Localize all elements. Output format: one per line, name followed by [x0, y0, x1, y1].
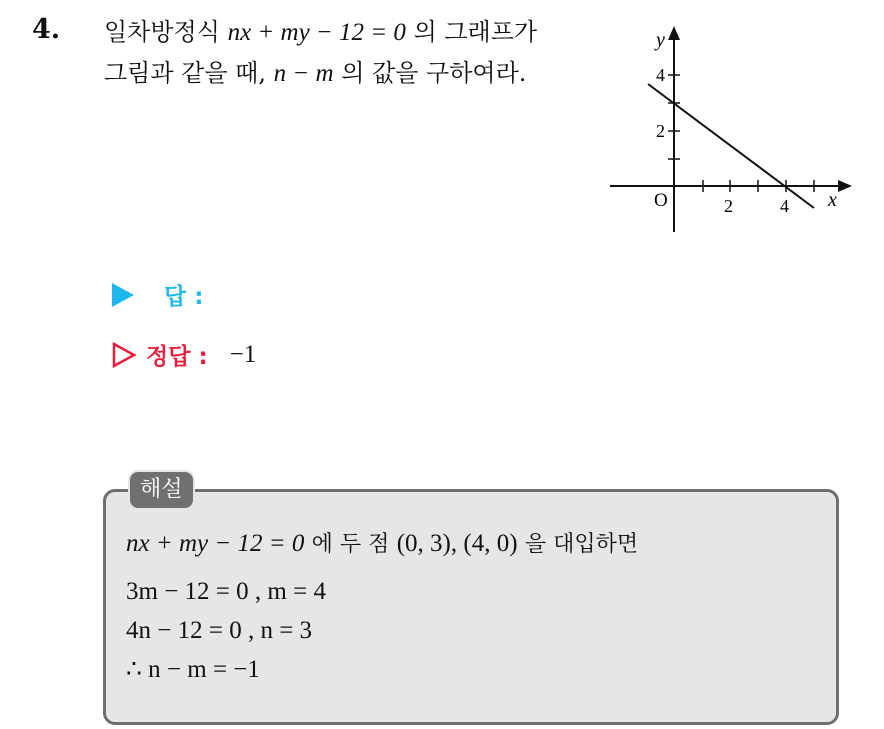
explanation-line-1-mid: 에 두 점 — [311, 532, 390, 557]
answer-row — [112, 278, 203, 311]
question-line-2 — [104, 53, 604, 94]
answer-label: 답 : — [164, 284, 204, 310]
x-axis — [610, 180, 852, 192]
question-equation: nx + my − 12 = 0 — [227, 19, 406, 46]
question-line-2-text: 그림과 같을 때, — [104, 59, 266, 87]
question-expression: n − m — [273, 60, 334, 87]
origin-label: O — [654, 190, 668, 211]
explanation-line-1-suffix: 을 대입하면 — [524, 532, 639, 557]
question-line-1-text: 일차방정식 — [104, 18, 220, 46]
explanation-line-2-math: 3m − 12 = 0 , m = 4 — [126, 578, 326, 605]
play-icon — [112, 283, 134, 307]
explanation-line-4-math: ∴ n − m = −1 — [126, 656, 260, 683]
y-tick-label-4: 4 — [656, 65, 665, 85]
question-line-1 — [104, 12, 604, 53]
y-axis-label: y — [656, 29, 665, 51]
x-tick-label-2: 2 — [724, 196, 733, 216]
explanation-equation: nx + my − 12 = 0 — [126, 530, 305, 557]
correct-answer-row — [112, 338, 256, 371]
line-graph — [600, 22, 860, 242]
explanation-line-4 — [126, 654, 260, 684]
explanation-points: (0, 3), (4, 0) — [396, 530, 518, 557]
explanation-line-1 — [126, 527, 638, 558]
y-tick-label-2: 2 — [656, 121, 665, 141]
explanation-box — [103, 489, 839, 725]
graph-line — [648, 84, 814, 208]
question-line-1-suffix: 의 그래프가 — [413, 18, 538, 46]
explanation-tab: 해설 — [128, 470, 195, 510]
y-axis — [668, 26, 680, 232]
x-tick-label-4: 4 — [780, 196, 789, 216]
triangle-outline-icon — [112, 342, 136, 368]
question-line-2-suffix: 의 값을 구하여라. — [341, 59, 527, 87]
explanation-line-2 — [126, 578, 326, 606]
correct-answer-value: −1 — [229, 340, 257, 368]
x-axis-label: x — [828, 189, 837, 211]
question-text — [104, 12, 604, 94]
question-number: 4. — [32, 14, 61, 45]
correct-answer-label: 정답 : — [146, 344, 208, 370]
explanation-line-3 — [126, 617, 312, 645]
explanation-line-3-math: 4n − 12 = 0 , n = 3 — [126, 617, 313, 644]
